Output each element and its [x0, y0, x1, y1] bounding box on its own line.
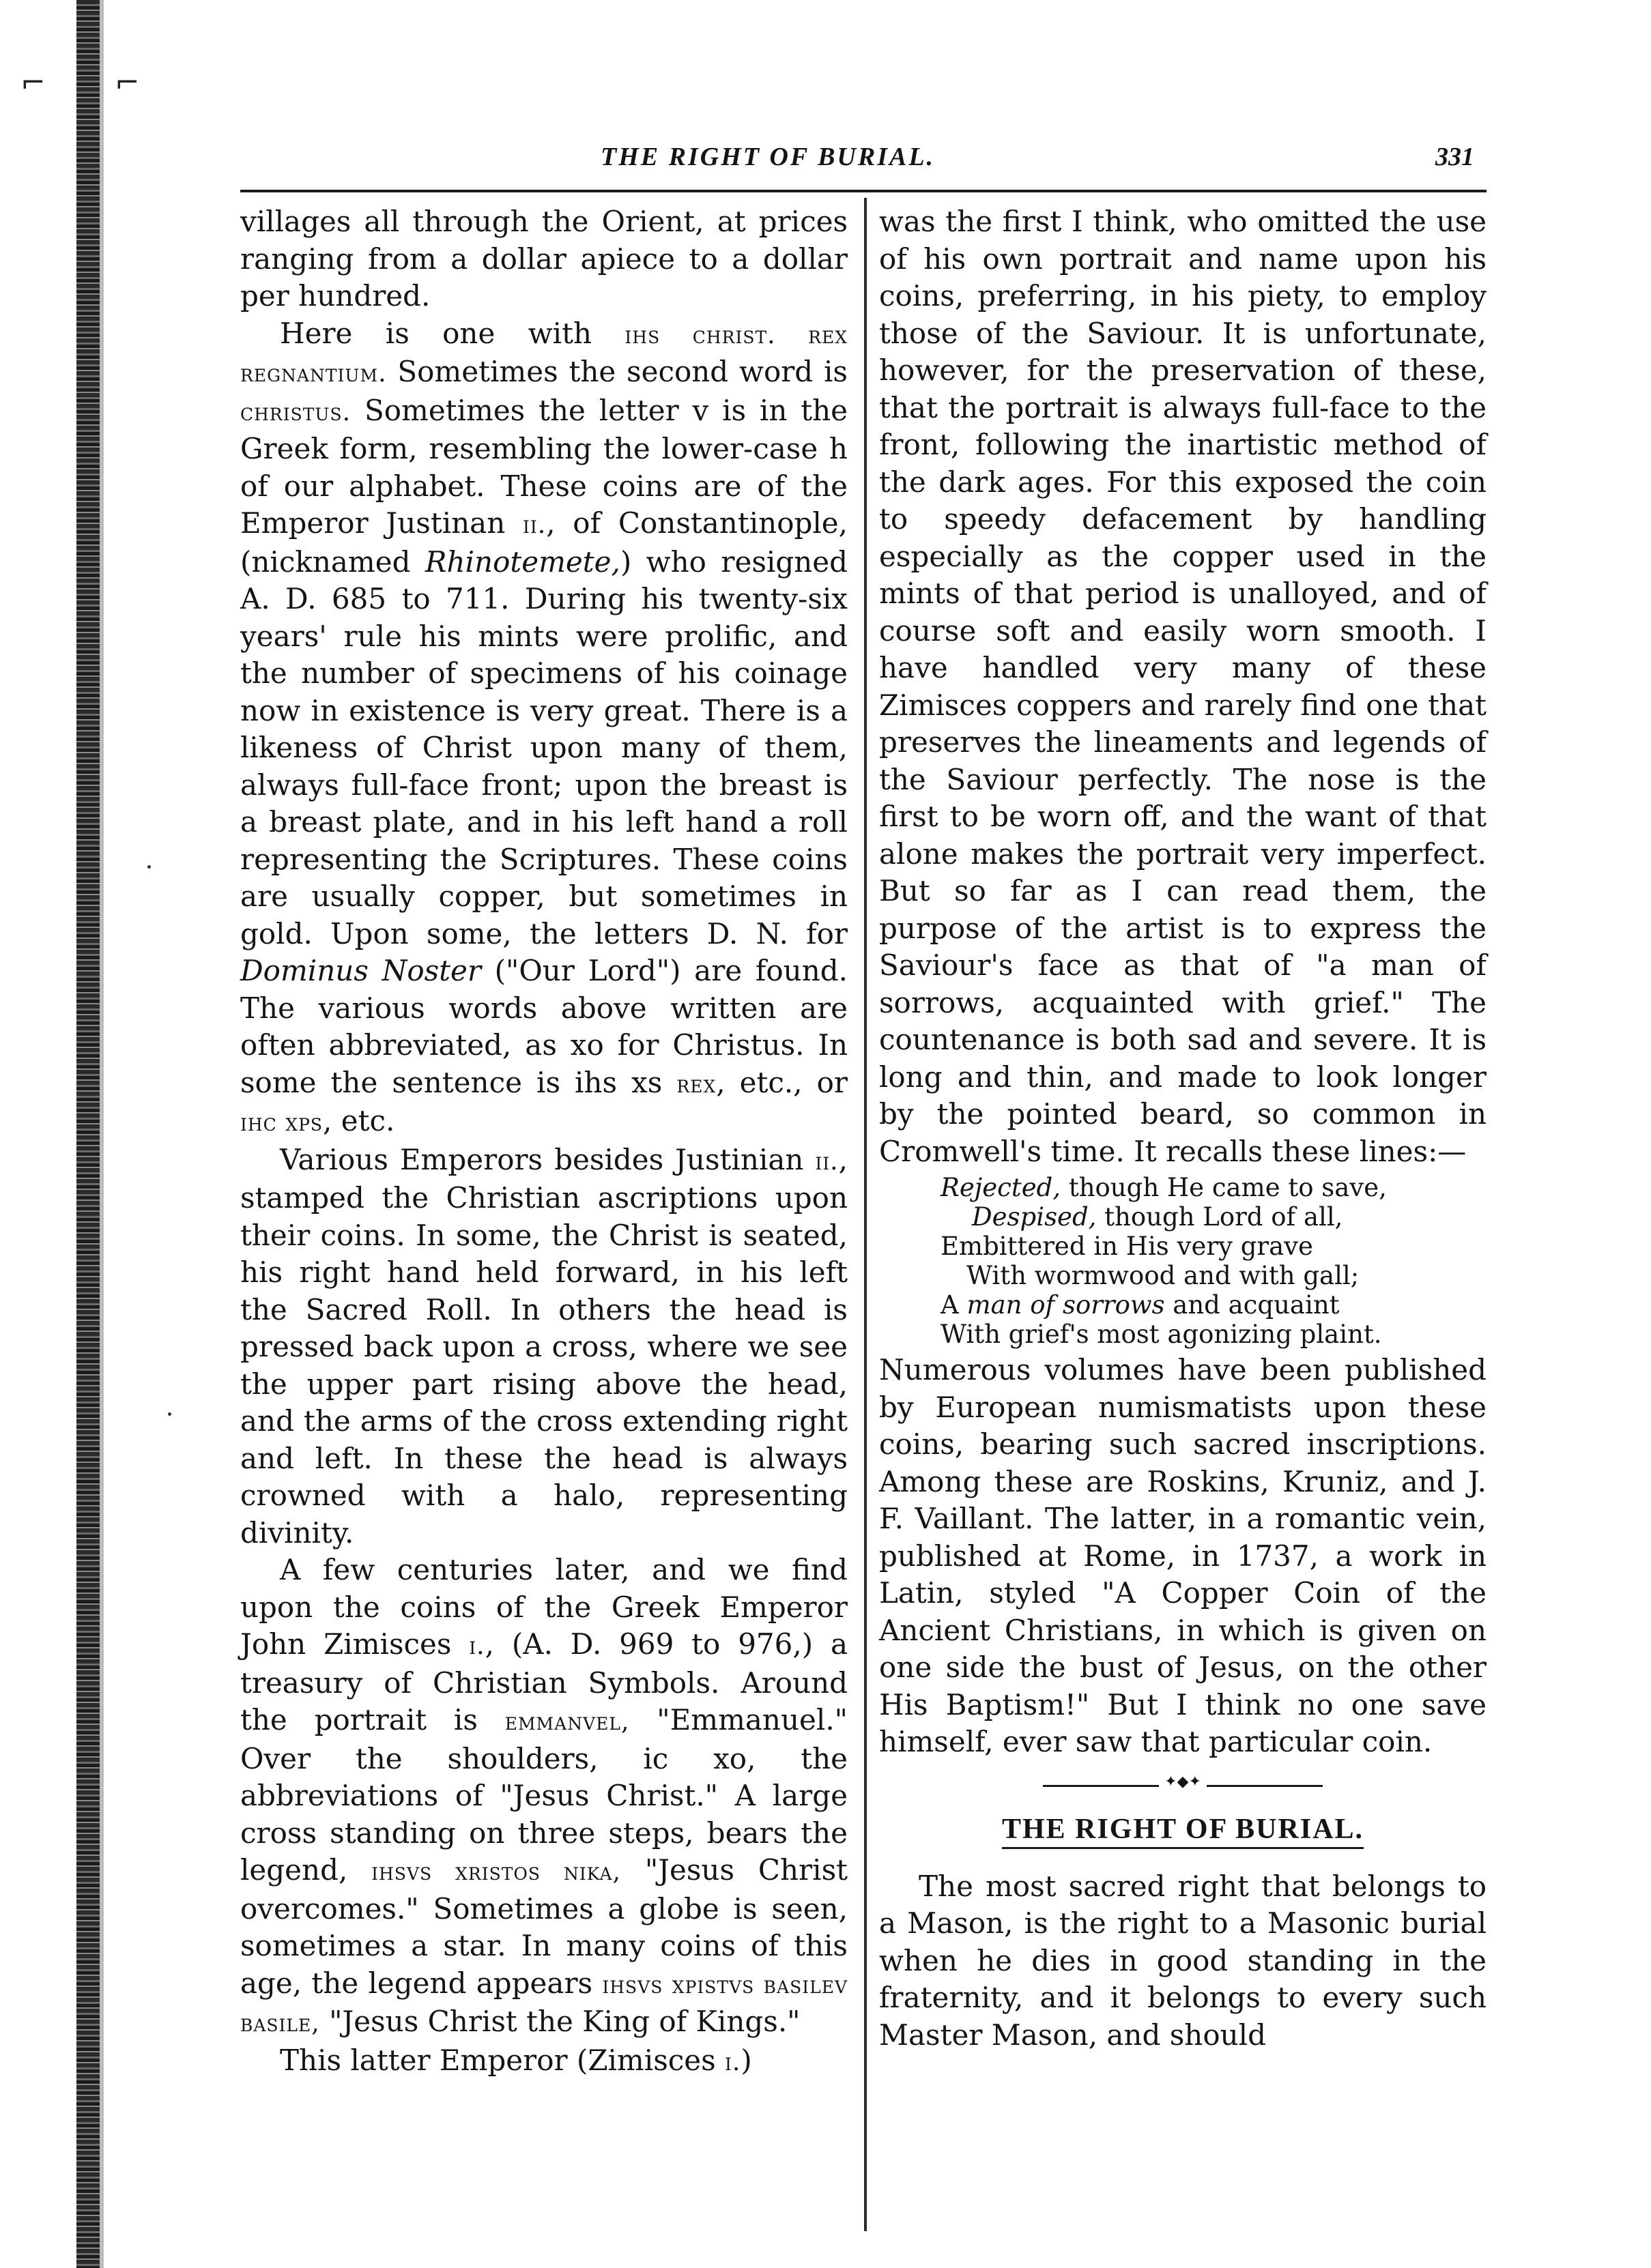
regnal-number: ii. [523, 510, 547, 539]
italic-term: Rejected, [941, 1173, 1061, 1202]
verse-line: With grief's most agonizing plaint. [941, 1320, 1382, 1349]
italic-term: man of sorrows [966, 1290, 1165, 1320]
text: ("Our Lord") are found. The various words above written are often abbreviated, as xo for Christus. In some the sentence is ihs xs [240, 954, 848, 1099]
page-speck [147, 865, 151, 869]
coin-legend: ihc xps [240, 1107, 324, 1137]
regnal-number: ii. [815, 1146, 839, 1176]
text: Sometimes the second word is [386, 355, 848, 388]
text: "Jesus Christ the King of Kings." [319, 2005, 801, 2038]
text: Numerous volumes have been published by European numismatists upon these coins, bearing such sacred inscriptions. Among these are Roskins, Kruniz, and J. F. Vaillant. The latter, in a romantic vein, published at Rome, in 1737, a work in Latin, styled "A Copper Coin of the Ancient Christians, in which is given on one side the bust of Jesus, on the other His Baptism!" But I think no one save himself, ever saw that particular coin. [879, 1353, 1487, 1758]
coin-legend: ihsvs xristos nika, [371, 1857, 621, 1886]
margin-mark: ⌐ [20, 66, 46, 100]
regnal-number: i. [725, 2046, 741, 2076]
text: "Emmanuel." Over the shoulders, ic xo, the abbreviations of "Jesus Christ." A large cross standing on three steps, bears the legend, [240, 1703, 848, 1887]
regnal-number: i. [469, 1631, 485, 1660]
text: Here is one with [280, 316, 625, 350]
page-number: 331 [1435, 143, 1474, 171]
text: , stamped the Christian ascriptions upon their coins. In some, the Christ is seated, his right hand held forward, in his left the Sacred Roll. In others the head is pressed back upon a cross, where we see the upper part rising above the head, and the arms of the cross extending right and left. In these the head is always crowned with a halo, representing divinity. [240, 1142, 848, 1550]
text: Various Emperors besides Justinian [280, 1142, 816, 1176]
text: , (A. D. 969 to 976,) a treasury of Christian Symbols. Around the portrait is [240, 1627, 848, 1736]
paragraph [879, 203, 1487, 1170]
paragraph [240, 203, 848, 315]
verse-quotation [941, 1173, 1487, 1349]
text: though Lord of all, [1096, 1202, 1343, 1232]
text: was the first I think, who omitted the use of his own portrait and name upon his coins, preferring, in his piety, to employ those of the Saviour. It is unfortunate, however, for the preservation of these, that the portrait is always full-face to the front, following the inartistic method of the dark ages. For this exposed the coin to speedy defacement by handling especially as the copper used in the mints of that period is unalloyed, and of course soft and easily worn smooth. I have handled very many of these Zimisces coppers and rarely find one that preserves the lineaments and legends of the Saviour perfectly. The nose is the first to be worn off, and the want of that alone makes the portrait very imperfect. But so far as I can read them, the purpose of the artist is to express the Saviour's face as that of "a man of sorrows, acquainted with grief." The countenance is both sad and severe. It is long and thin, and made to look longer by the pointed beard, so common in Cromwell's time. It recalls these lines:— [879, 205, 1487, 1168]
text: though He came to save, [1061, 1173, 1387, 1202]
column-rule [864, 198, 867, 2231]
coin-legend: ihs christ. rex regnantium. [240, 319, 848, 388]
text: A [941, 1290, 967, 1320]
verse-line [941, 1173, 1487, 1202]
page-speck [168, 1412, 171, 1416]
section-title-text: THE RIGHT OF BURIAL. [1002, 1813, 1364, 1849]
paragraph [240, 315, 848, 1142]
text: A few centuries later, and we find upon the coins of the Greek Emperor John Zimisces [240, 1553, 848, 1661]
paragraph [240, 1142, 848, 1552]
verse-line [941, 1290, 1487, 1320]
paragraph [240, 2042, 848, 2081]
coin-legend: rex [676, 1068, 717, 1099]
coin-legend: christus. [240, 396, 351, 426]
right-column [879, 203, 1487, 2054]
text: villages all through the Orient, at prices ranging from a dollar apiece to a dollar per hundred. [240, 205, 848, 312]
coin-legend: ihsvs xpistvs basilev basile, [240, 1969, 848, 2037]
running-title: THE RIGHT OF BURIAL. [601, 143, 936, 171]
section-ornament [879, 1773, 1487, 1792]
running-head [246, 142, 1474, 183]
header-rule [240, 190, 1487, 192]
verse-line: With wormwood and with gall; [966, 1261, 1360, 1290]
paragraph [879, 1868, 1487, 2054]
text: The most sacred right that belongs to a Mason, is the right to a Masonic burial when he dies in good standing in the fraternity, and it belongs to every such Master Mason, and should [879, 1869, 1487, 2052]
text: , etc., or [716, 1065, 848, 1099]
italic-term: Rhinotemete, [425, 544, 620, 579]
text: This latter Emperor (Zimisces [280, 2043, 726, 2077]
coin-legend: emmanvel, [504, 1706, 630, 1736]
binding-shadow [100, 0, 104, 2268]
text: and acquaint [1164, 1290, 1340, 1320]
book-binding-edge [76, 0, 100, 2268]
text: "Jesus Christ overcomes." Sometimes a globe is seen, sometimes a star. In many coins of this age, the legend appears [240, 1853, 848, 2000]
verse-line [941, 1202, 1487, 1232]
ornament-knot-icon: ✦◆✦ [1159, 1773, 1207, 1790]
text: ) [741, 2043, 752, 2077]
text: Sometimes the letter v is in the Greek form, resembling the lower-case h of our alphabet. These coins are of the Emperor Justinan [240, 393, 848, 540]
text: , etc. [323, 1104, 395, 1137]
verse-line: Embittered in His very grave [941, 1232, 1313, 1261]
text: , of Constantinople, (nicknamed [240, 506, 848, 579]
text: ) who resigned A. D. 685 to 711. During his twenty-six years' rule his mints were prolific, and the number of specimens of his coinage now in existence is very great. There is a likeness of Christ upon many of them, always full-face front; upon the breast is a breast plate, and in his left hand a roll representing the Scriptures. These coins are usually copper, but sometimes in gold. Upon some, the letters D. N. for [240, 544, 848, 950]
paragraph [879, 1352, 1487, 1761]
italic-term: Despised, [972, 1202, 1097, 1232]
paragraph [240, 1552, 848, 2042]
left-column [240, 203, 848, 2080]
margin-mark: ⌐ [115, 66, 140, 100]
section-title [879, 1813, 1487, 1849]
italic-term: Dominus Noster [240, 954, 481, 987]
